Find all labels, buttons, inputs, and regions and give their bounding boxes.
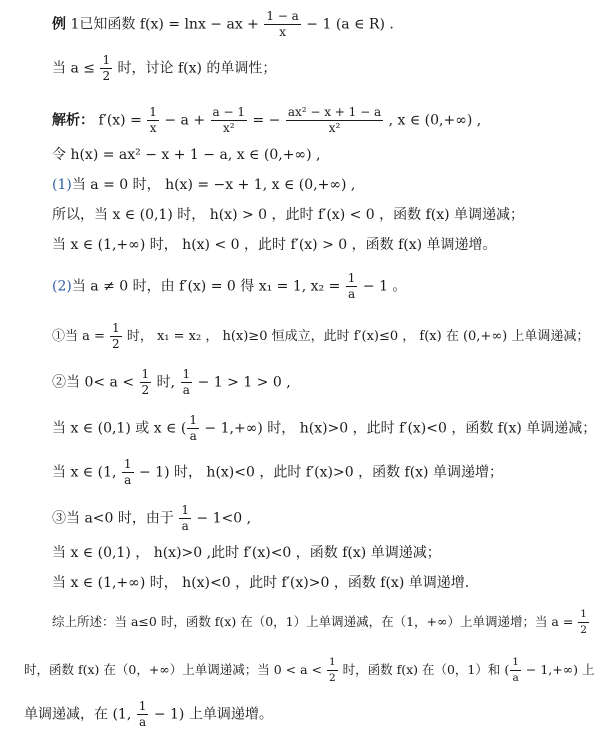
analysis-frac-3: $\frac{\text{ax² − x + 1 − a}}{\text{x²}}$ [287, 105, 382, 135]
example-fraction: $\frac{1 - a}{x}$ [266, 9, 299, 39]
case-1-increasing: 当 x ∈ (1,+∞) 时， h(x) < 0 ，此时 f′(x) > 0 ，函数 f(x) 单调递增。 [52, 237, 497, 253]
subcase-2-increasing: 当 x ∈ (1, $\frac{1}{a}$ − 1) 时， h(x)<0 ，此时 f′(x)>0 ，函数 f(x) 单调递增； [52, 457, 503, 487]
summary-fraction-1: $\frac{1}{2}$ [580, 608, 587, 636]
subcase-2-fraction-1: $\frac{1}{2}$ [141, 367, 150, 397]
example-label: 例 [52, 16, 66, 33]
example-text: 已知函数 f(x) = lnx − ax + [79, 16, 264, 33]
subcase-1: ①当 a = $\frac{1}{2}$ 时， x₁ = x₂ ， h(x)≥0 恒成立，此时 f′(x)≤0 ， f(x) 在 (0,+∞) 上单调递减； [52, 321, 590, 351]
analysis-label: 解析： [52, 112, 94, 129]
summary-fraction-2: $\frac{1}{2}$ [328, 656, 336, 684]
subcase-2-inc-fraction: $\frac{1}{a}$ [123, 457, 132, 487]
case-1-number: (1) [52, 177, 72, 193]
summary-line-2: 时，函数 f(x) 在（0，+∞）上单调递减；当 0 < a < $\frac{1}{2}$ 时，函数 f(x) 在（0，1）和 ( $\frac{1}{a}$ − 1,+∞) 上 [24, 656, 595, 684]
subcase-3-decreasing: 当 x ∈ (0,1) ， h(x)>0 ,此时 f′(x)<0 ，函数 f(x) 单调递减； [52, 545, 441, 561]
subcase-3: ③当 a<0 时，由于 $\frac{1}{a}$ − 1<0 , [52, 503, 252, 533]
subcase-2: ②当 0< a < $\frac{1}{2}$ 时, $\frac{1}{a}$ − 1 > 1 > 0 , [52, 367, 291, 397]
subcase-1-fraction: $\frac{1}{2}$ [112, 321, 120, 351]
subcase-3-increasing: 当 x ∈ (1,+∞) 时， h(x)<0 ，此时 f′(x)>0 ，函数 f(x) 单调递增. [52, 575, 470, 591]
case-1-decreasing: 所以，当 x ∈ (0,1) 时， h(x) > 0 ，此时 f′(x) < 0 ，函数 f(x) 单调递减； [52, 207, 525, 223]
summary-line-1: 综上所述：当 a≤0 时，函数 f(x) 在（0，1）上单调递减，在（1，+∞）上单调递增；当 a = $\frac{1}{2}$ [52, 608, 587, 636]
summary-fraction-3: $\frac{1}{a}$ [512, 656, 519, 684]
summary-fraction-4: $\frac{1}{a}$ [138, 699, 147, 729]
analysis-derivative: 解析： f′(x) = $\frac{1}{x}$ − a + $\frac{a - 1}{\text{x²}}$ = − $\frac{\text{ax² − x + 1 − a}}{\text{x²}}$ , x ∈ (0,+∞) , [52, 105, 482, 135]
example-number: 1 [70, 16, 80, 33]
question-text: 当 a ≤ $\frac{1}{2}$ 时，讨论 f(x) 的单调性； [52, 53, 277, 83]
subcase-3-fraction: $\frac{1}{a}$ [181, 503, 189, 533]
line-define-h: 令 h(x) = ax² − x + 1 − a, x ∈ (0,+∞) , [52, 147, 321, 163]
subcase-2-decreasing: 当 x ∈ (0,1) 或 x ∈ ( $\frac{1}{a}$ − 1,+∞) 时， h(x)>0 ，此时 f′(x)<0 ，函数 f(x) 单调递减； [52, 413, 597, 443]
analysis-frac-2: $\frac{a - 1}{\text{x²}}$ [212, 105, 245, 135]
subcase-2-fraction-2: $\frac{1}{a}$ [182, 367, 191, 397]
question-fraction: $\frac{1}{2}$ [102, 53, 111, 83]
case-2-number: (2) [52, 278, 72, 295]
analysis-frac-1: $\frac{1}{x}$ [149, 105, 157, 135]
case-2-heading: (2)当 a ≠ 0 时，由 f′(x) = 0 得 x₁ = 1, x₂ = $\frac{1}{a}$ − 1 。 [52, 271, 407, 301]
summary-line-3: 单调递减，在 (1, $\frac{1}{a}$ − 1) 上单调递增。 [24, 699, 273, 729]
subcase-2-dec-fraction: $\frac{1}{a}$ [189, 413, 197, 443]
case-2-fraction: $\frac{1}{a}$ [347, 271, 356, 301]
case-1-heading: (1)当 a = 0 时， h(x) = −x + 1, x ∈ (0,+∞) , [52, 177, 356, 193]
example-statement [52, 10, 394, 39]
example-tail: − 1 (a ∈ R) . [301, 16, 394, 33]
